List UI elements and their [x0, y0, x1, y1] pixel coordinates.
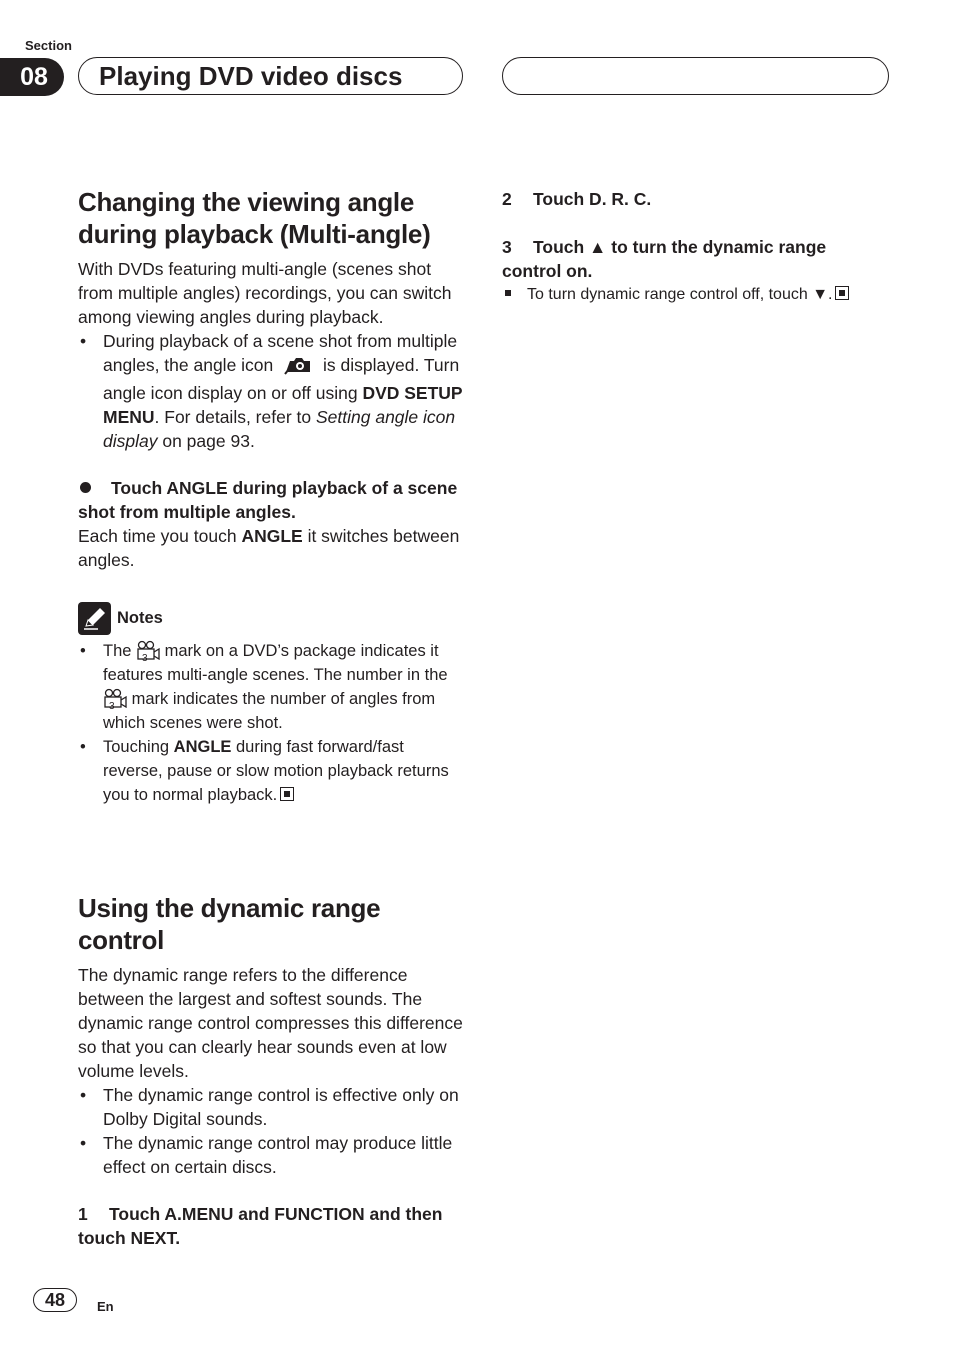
notes-header	[78, 602, 466, 635]
language-label: En	[97, 1299, 114, 1314]
multi-angle-intro: With DVDs featuring multi-angle (scenes shot from multiple angles) recordings, you can switch among viewing angles during playback.	[78, 259, 452, 327]
angle-label: ANGLE	[241, 526, 303, 546]
angle-mark-icon	[136, 640, 160, 664]
square-bullet-icon	[505, 290, 511, 296]
bullet-text-d: on page 93.	[162, 431, 255, 451]
end-mark-icon	[280, 787, 294, 801]
step-number: 2	[502, 189, 512, 209]
angle-mark-number-2: 3	[109, 701, 115, 712]
notes-list	[78, 639, 466, 807]
header-blank-pill	[502, 57, 889, 95]
list-item	[78, 735, 466, 807]
drc-step-3	[502, 235, 890, 283]
sub-note-text: To turn dynamic range control off, touch ▼.	[527, 286, 833, 303]
notes-title: Notes	[117, 609, 163, 627]
drc-step-1	[78, 1202, 466, 1250]
drc-sub-note	[502, 283, 890, 307]
step-text: Touch D. R. C.	[533, 189, 652, 209]
angle-step-desc-a: Each time you touch	[78, 526, 237, 546]
dvd-setup-menu-label: DVD SETUP MENU	[103, 383, 463, 427]
angle-step-desc-b: it switches between angles.	[78, 526, 460, 570]
end-mark-icon	[835, 286, 849, 300]
bullet-text-a: During playback of a scene shot from multiple angles, the angle icon	[103, 331, 458, 375]
chapter-title	[78, 57, 463, 95]
multi-angle-section	[78, 186, 466, 807]
angle-mark-icon-2	[103, 688, 127, 712]
drc-intro: The dynamic range refers to the difference between the largest and softest sounds. The dynamic range control compresses this difference so that you can clearly hear sounds even at low volume levels.	[78, 965, 463, 1081]
angle-step-desc	[78, 524, 466, 572]
multi-angle-heading: Changing the viewing angle during playback (Multi-angle)	[78, 187, 431, 249]
page-number: 48	[33, 1288, 77, 1312]
list-item	[78, 329, 466, 453]
drc-bullets	[78, 1083, 466, 1179]
step-text: Touch A.MENU and FUNCTION and then touch NEXT.	[78, 1204, 443, 1248]
list-item: • The dynamic range control is effective only on Dolby Digital sounds.	[78, 1083, 466, 1131]
note1-b: mark on a DVD’s package indicates it features multi-angle scenes. The number in the	[103, 642, 448, 684]
angle-step-title	[78, 476, 466, 524]
step-text: Touch ▲ to turn the dynamic range control on.	[502, 237, 827, 281]
list-item	[78, 639, 466, 735]
drc-section	[78, 892, 466, 1250]
note1-c: mark indicates the number of angles from which scenes were shot.	[103, 690, 436, 732]
angle-icon	[278, 355, 318, 381]
pencil-icon	[78, 602, 111, 635]
section-label: Section	[25, 38, 72, 53]
drc-heading: Using the dynamic range control	[78, 893, 381, 955]
drc-step-2	[502, 187, 890, 211]
chapter-title-text: Playing DVD video discs	[99, 60, 403, 91]
note2-angle-label: ANGLE	[173, 738, 232, 756]
step-number: 3	[502, 237, 512, 257]
angle-step-text: Touch ANGLE during playback of a scene shot from multiple angles.	[78, 478, 458, 522]
note2-b: during fast forward/fast reverse, pause or slow motion playback returns you to normal playback.	[103, 738, 449, 804]
step-number: 1	[78, 1204, 88, 1224]
multi-angle-bullets	[78, 329, 466, 453]
section-number: 08	[0, 58, 64, 96]
reference-title: Setting angle icon display	[103, 407, 456, 451]
angle-mark-number: 3	[142, 653, 148, 664]
bullet-text-b: is displayed. Turn angle icon display on or off using	[103, 355, 460, 403]
bullet-text-c: . For details, refer to	[154, 407, 312, 427]
list-item: • The dynamic range control may produce little effect on certain discs.	[78, 1131, 466, 1179]
drc-steps-continued	[502, 187, 890, 307]
note2-a: Touching	[103, 738, 170, 756]
note1-a: The	[103, 642, 132, 660]
